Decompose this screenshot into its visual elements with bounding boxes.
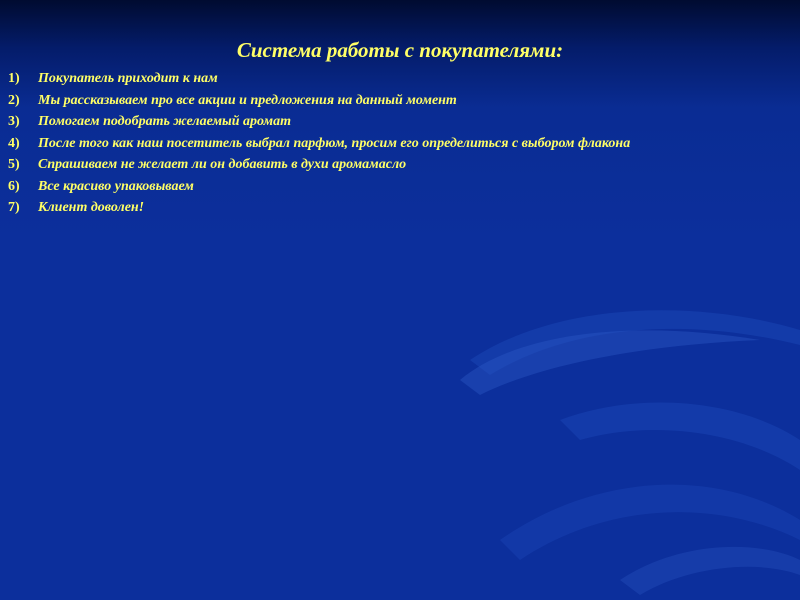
list-item: [8, 90, 738, 112]
steps-list: [8, 68, 768, 219]
list-item-text: Клиент доволен!: [38, 200, 145, 215]
list-item-text: Спрашиваем не желает ли он добавить в духи аромамасло: [38, 157, 407, 172]
list-item-number: 3): [8, 114, 20, 129]
list-item-text: Помогаем подобрать желаемый аромат: [38, 114, 291, 129]
list-item-number: 1): [8, 71, 20, 86]
list-item: [8, 68, 738, 90]
list-item: [8, 111, 738, 133]
list-item-text: Мы рассказываем про все акции и предложения на данный момент: [38, 92, 457, 108]
list-item: [8, 133, 738, 155]
list-item: [8, 197, 738, 219]
list-item-text: Покупатель приходит к нам: [38, 71, 218, 86]
list-item-number: 7): [8, 200, 20, 215]
slide-title: Система работы с покупателями:: [236, 38, 564, 62]
list-item-number: 4): [8, 135, 20, 151]
list-item-number: 2): [8, 92, 20, 108]
list-item: [8, 176, 738, 198]
list-item-text: Все красиво упаковываем: [38, 178, 194, 194]
list-item-text: После того как наш посетитель выбрал парфюм, просим его определиться с выбором флакона: [38, 135, 631, 151]
list-item: [8, 154, 738, 176]
list-item-number: 5): [8, 157, 20, 172]
list-item-number: 6): [8, 178, 20, 194]
